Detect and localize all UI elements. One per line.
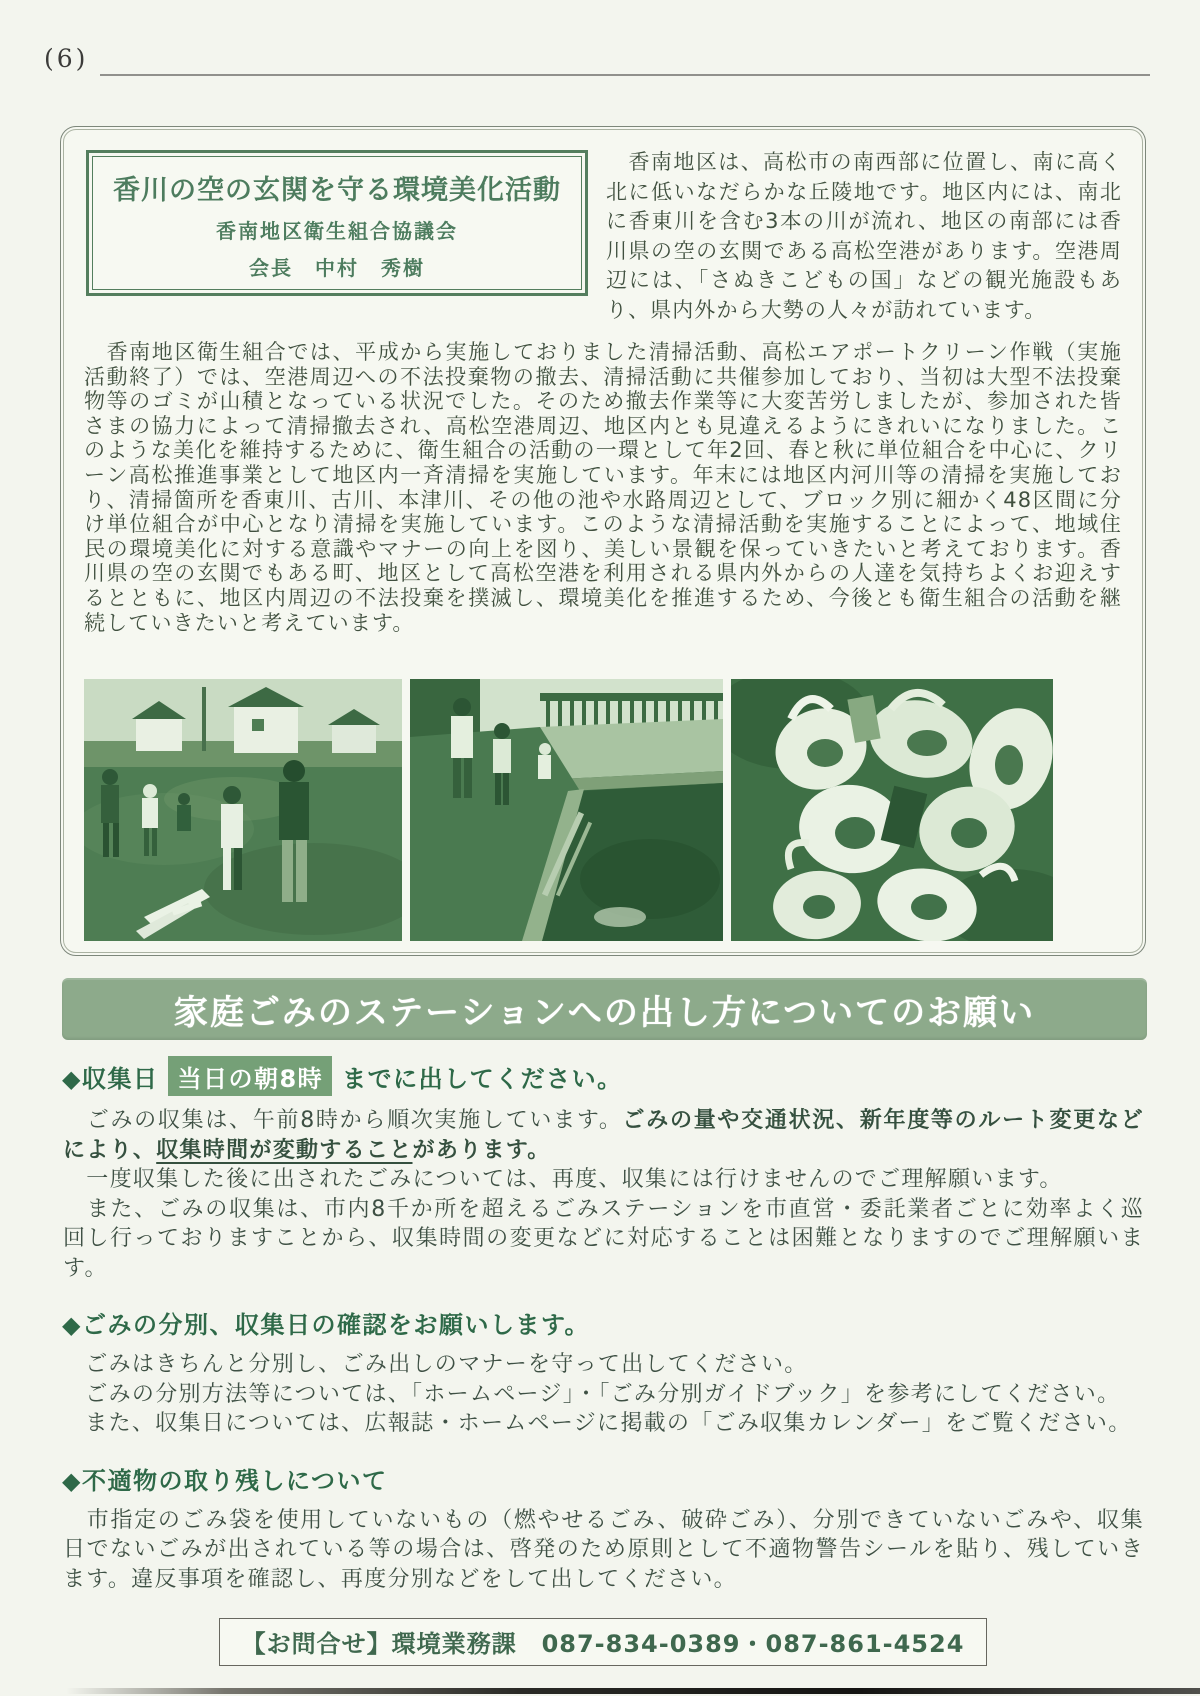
article-chairman: 会長 中村 秀樹 [249,255,425,280]
p1-normal: ごみの収集は、午前8時から順次実施しています。 [63,1108,623,1133]
heading-diamond-pre: ◆収集日 [62,1064,159,1093]
separation-line-2: ごみの分別方法等については、「ホームページ」・「ごみ分別ガイドブック」を参考にしてください。 [62,1381,1121,1407]
riverbank-cleanup-photo [410,679,723,941]
article-org: 香南地区衛生組合協議会 [216,218,458,243]
section-collection-day-p3: また、ごみの収集は、市内8千か所を超えるごみステーションを市直営・委託業者ごとに効率よく巡回し行っておりますことから、収集時間の変更などに対応することは困難となりますのでご理解願います。 [63,1196,1144,1281]
article-inner [63,129,1143,953]
section-collection-day-p2: 一度収集した後に出されたごみについては、再度、収集には行けませんのでご理解願います。 [63,1167,1063,1192]
cleanup-field-photo [84,679,402,941]
article-box [60,126,1146,956]
section-collection-day-p1 [63,1106,1144,1165]
section-separation-heading: ◆ごみの分別、収集日の確認をお願いします。 [62,1311,591,1339]
heading-post: までに出してください。 [342,1064,623,1093]
section-improper-heading: ◆不適物の取り残しについて [62,1466,388,1495]
highlight-8am: 当日の朝8時 [168,1056,332,1096]
contact-box: 【お問合せ】環境業務課 087-834-0389・087-861-4524 [219,1618,988,1666]
article-title-box [86,150,588,296]
photo-row [84,679,1122,941]
section-improper-body: 市指定のごみ袋を使用していないもの（燃やせるごみ、破砕ごみ）、分別できていないごみや、収集日でないごみが出されている等の場合は、啓発のため原則として不適物警告シールを貼り、残していきます。違反事項を確認し、再度分別などをして出してください。 [63,1507,1144,1592]
page-number: (6) [44,44,89,73]
notice-banner [62,978,1147,1040]
notice-sections [62,1056,1144,1666]
section-separation-body [62,1350,1144,1439]
p1-bold: ごみの量や交通状況、新年度等のルート変更などにより、 [63,1108,1144,1163]
section-gap [62,1439,1144,1461]
article-body: 香南地区衛生組合では、平成から実施しておりました清掃活動、高松エアポートクリーン作戦（実施活動終了）では、空港周辺への不法投棄物の撤去、清掃活動に共催参加しており、当初は大型不法投棄物等のゴミが山積となっている状況でした。そのため撤去作業等に大変苦労しましたが、参加された皆さまの協力によって清掃撤去され、高松空港周辺、地区内とも見違えるようにきれいになりました。このような美化を維持するために、衛生組合の活動の一環として年2回、春と秋に単位組合を中心に、クリーン高松推進事業として地区内一斉清掃を実施しています。年末には地区内河川等の清掃を実施しており、清掃箇所を香東川、古川、本津川、その他の池や水路周辺として、ブロック別に細かく48区間に分け単位組合が中心となり清掃を実施しています。このような清掃活動を実施することによって、地域住民の環境美化に対する意識やマナーの向上を図り、美しい景観を保っていきたいと考えております。香川県の空の玄関でもある町、地区として高松空港を利用される県内外からの人達を気持ちよくお迎えするとともに、地区内周辺の不法投棄を撲滅し、環境美化を推進するため、今後とも衛生組合の活動を継続していきたいと考えています。 [84,340,1122,635]
notice-banner-text: 家庭ごみのステーションへの出し方についてのお願い [173,992,1036,1033]
scan-edge-artifact [66,1688,1200,1694]
separation-line-1: ごみはきちんと分別し、ごみ出しのマナーを守って出してください。 [62,1352,808,1377]
p1-bold-end: があります。 [412,1137,551,1163]
section-gap [62,1283,1144,1305]
trash-bags-photo [731,679,1053,941]
article-intro: 香南地区は、高松市の南西部に位置し、南に高く北に低いなだらかな丘陵地です。地区内には、南北に香東川を含む3本の川が流れ、地区の南部には香川県の空の玄関である高松空港があります。空港周辺には、「さぬきこどもの国」などの観光施設もあり、県内外から大勢の人々が訪れています。 [606,150,1122,322]
section-collection-day-heading [62,1056,1144,1096]
article-title: 香川の空の玄関を守る環境美化活動 [113,174,561,206]
header-rule [100,74,1150,76]
separation-line-3: また、収集日については、広報誌・ホームページに掲載の「ごみ収集カレンダー」をご覧ください。 [62,1411,1132,1436]
p1-bold-underline: 収集時間が変動すること [156,1137,413,1163]
